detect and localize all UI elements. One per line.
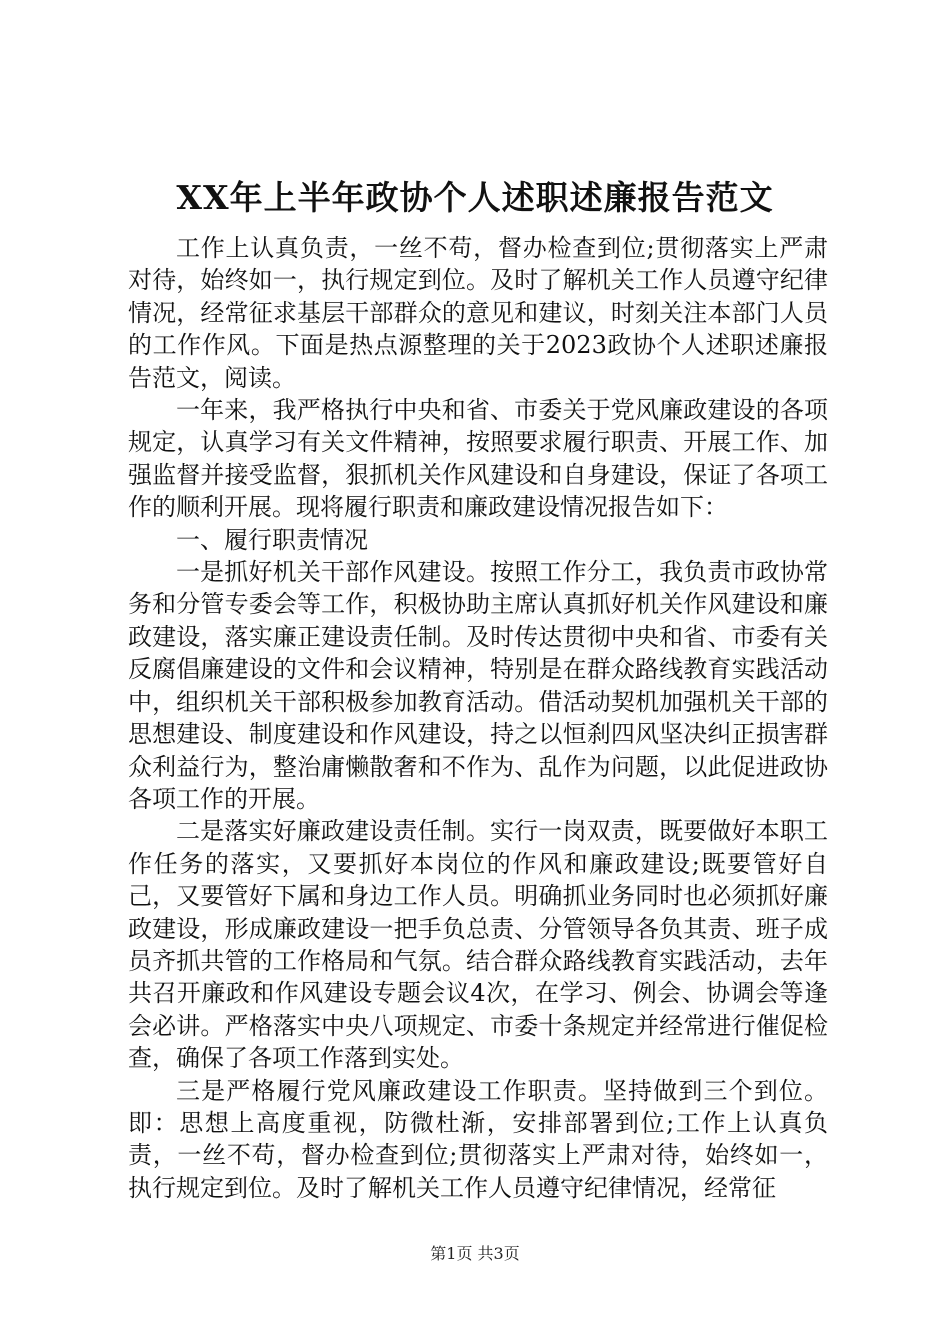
- paragraph-overview: 一年来，我严格执行中央和省、市委关于党风廉政建设的各项规定，认真学习有关文件精神，按照要求履行职责、开展工作、加强监督并接受监督，狠抓机关作风建设和自身建设，保证了各项工作的顺利开展。现将履行职责和廉政建设情况报告如下：: [128, 396, 828, 522]
- page-number: 第1页: [430, 1244, 473, 1263]
- paragraph-item-3: 三是严格履行党风廉政建设工作职责。坚持做到三个到位。即：思想上高度重视，防微杜渐，安排部署到位;工作上认真负责，一丝不苟，督办检查到位;贯彻落实上严肃对待，始终如一，执行规定到位。及时了解机关工作人员遵守纪律情况，经常征: [128, 1076, 828, 1202]
- section-heading: 一、履行职责情况: [176, 525, 368, 554]
- document-body: [128, 232, 828, 1204]
- document-title: XX年上半年政协个人述职述廉报告范文: [176, 178, 774, 217]
- paragraph-item-1: 一是抓好机关干部作风建设。按照工作分工，我负责市政协常务和分管专委会等工作，积极协助主席认真抓好机关作风建设和廉政建设，落实廉正建设责任制。及时传达贯彻中央和省、市委有关反腐倡廉建设的文件和会议精神，特别是在群众路线教育实践活动中，组织机关干部积极参加教育活动。借活动契机加强机关干部的思想建设、制度建设和作风建设，持之以恒刹四风坚决纠正损害群众利益行为，整治庸懒散奢和不作为、乱作为问题，以此促进政协各项工作的开展。: [128, 558, 828, 813]
- page-total: 共3页: [477, 1244, 520, 1263]
- paragraph-item-2: 二是落实好廉政建设责任制。实行一岗双责，既要做好本职工作任务的落实，又要抓好本岗位的作风和廉政建设;既要管好自己，又要管好下属和身边工作人员。明确抓业务同时也必须抓好廉政建设，形成廉政建设一把手负总责、分管领导各负其责、班子成员齐抓共管的工作格局和气氛。结合群众路线教育实践活动，去年共召开廉政和作风建设专题会议4次，在学习、例会、协调会等逢会必讲。严格落实中央八项规定、市委十条规定并经常进行催促检查，确保了各项工作落到实处。: [128, 817, 828, 1073]
- paragraph-intro: 工作上认真负责，一丝不苟，督办检查到位;贯彻落实上严肃对待，始终如一，执行规定到位。及时了解机关工作人员遵守纪律情况，经常征求基层干部群众的意见和建议，时刻关注本部门人员的工作作风。下面是热点源整理的关于2023政协个人述职述廉报告范文，阅读。: [128, 234, 828, 392]
- page-footer: [0, 1243, 950, 1265]
